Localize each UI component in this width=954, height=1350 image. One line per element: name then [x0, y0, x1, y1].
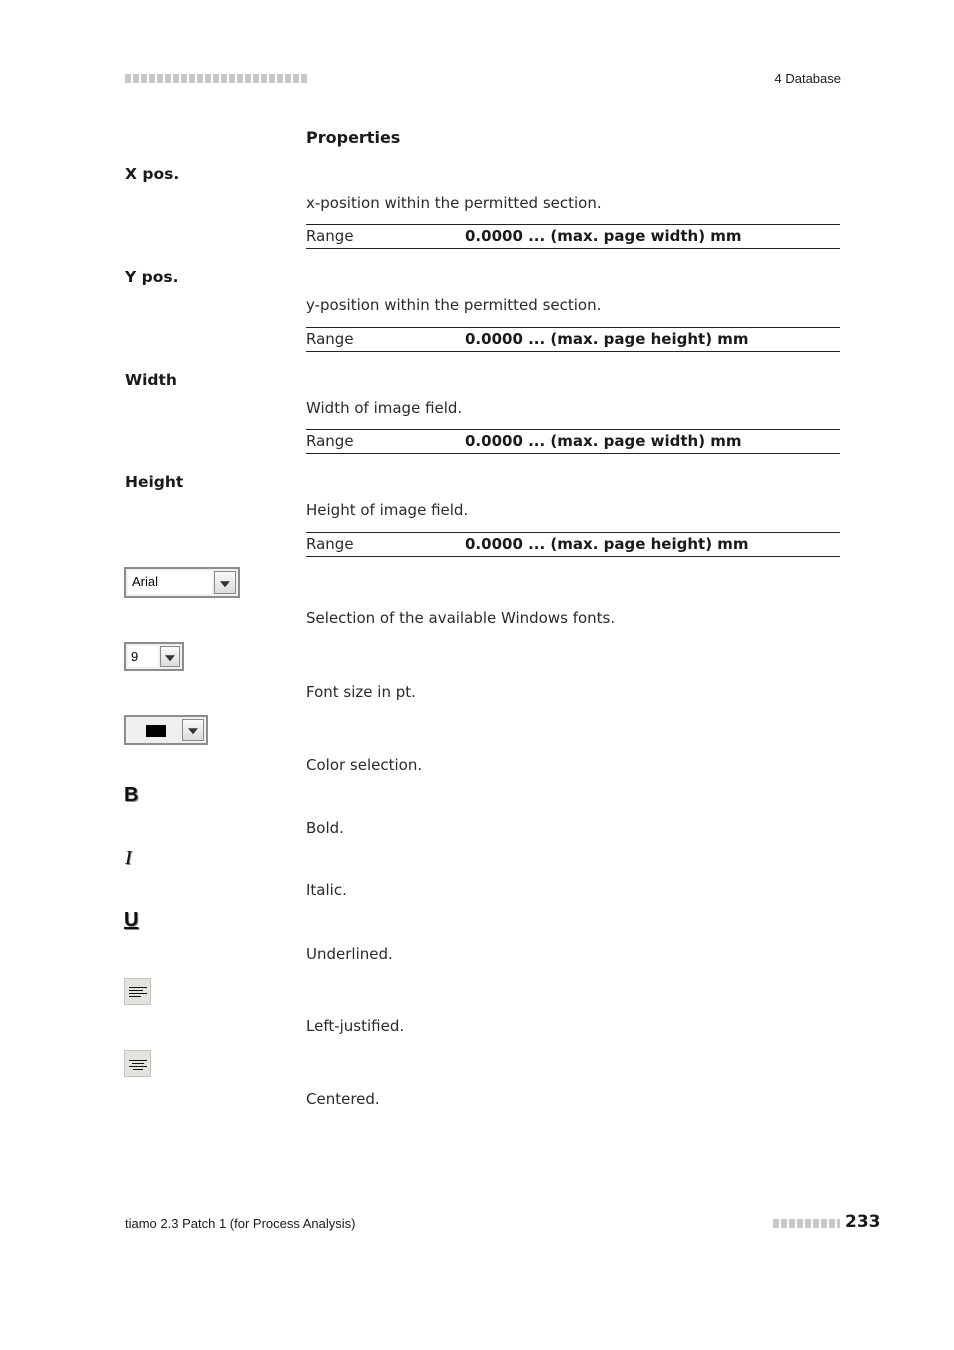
range-table-y-pos	[306, 327, 840, 352]
color-description: Color selection.	[306, 756, 423, 774]
underline-description: Underlined.	[306, 945, 393, 963]
property-description-x-pos: x-position within the permitted section.	[306, 194, 602, 212]
range-label: Range	[306, 330, 354, 348]
bold-icon[interactable]: B	[124, 784, 139, 806]
property-term-y-pos: Y pos.	[125, 268, 179, 286]
color-combo-dropdown-button[interactable]	[182, 719, 204, 741]
range-label: Range	[306, 432, 354, 450]
underline-icon[interactable]: U	[124, 909, 139, 931]
bold-description: Bold.	[306, 819, 344, 837]
footer-product: tiamo 2.3 Patch 1 (for Process Analysis)	[125, 1216, 356, 1231]
range-table-width	[306, 429, 840, 454]
range-table-height	[306, 532, 840, 557]
header-decoration	[125, 74, 307, 83]
property-description-height: Height of image field.	[306, 501, 469, 519]
color-swatch	[146, 725, 166, 737]
range-table-x-pos	[306, 224, 840, 249]
footer-decoration	[773, 1219, 840, 1228]
range-value: 0.0000 ... (max. page width) mm	[465, 432, 742, 450]
page-number: 233	[845, 1212, 881, 1232]
font-size-description: Font size in pt.	[306, 683, 416, 701]
font-combo[interactable]	[124, 567, 240, 598]
range-value: 0.0000 ... (max. page height) mm	[465, 330, 749, 348]
range-label: Range	[306, 535, 354, 553]
font-size-combo-dropdown-button[interactable]	[160, 646, 180, 667]
chevron-down-icon	[188, 728, 198, 734]
section-title: Properties	[306, 128, 401, 147]
left-justified-description: Left-justified.	[306, 1017, 405, 1035]
property-term-width: Width	[125, 371, 177, 389]
property-term-x-pos: X pos.	[125, 165, 180, 183]
font-combo-dropdown-button[interactable]	[214, 571, 236, 594]
font-size-combo-value: 9	[128, 646, 158, 667]
chapter-title: 4 Database	[774, 71, 841, 86]
chevron-down-icon	[220, 581, 230, 587]
chevron-down-icon	[165, 655, 175, 661]
italic-icon[interactable]: I	[125, 847, 132, 869]
align-center-button[interactable]	[124, 1050, 151, 1077]
centered-description: Centered.	[306, 1090, 380, 1108]
italic-description: Italic.	[306, 881, 347, 899]
property-description-width: Width of image field.	[306, 399, 463, 417]
color-combo[interactable]	[124, 715, 208, 745]
font-combo-description: Selection of the available Windows fonts.	[306, 609, 616, 627]
font-size-combo[interactable]	[124, 642, 184, 671]
property-term-height: Height	[125, 473, 184, 491]
range-label: Range	[306, 227, 354, 245]
font-combo-value: Arial	[128, 571, 212, 594]
range-value: 0.0000 ... (max. page height) mm	[465, 535, 749, 553]
range-value: 0.0000 ... (max. page width) mm	[465, 227, 742, 245]
property-description-y-pos: y-position within the permitted section.	[306, 296, 602, 314]
align-left-button[interactable]	[124, 978, 151, 1005]
